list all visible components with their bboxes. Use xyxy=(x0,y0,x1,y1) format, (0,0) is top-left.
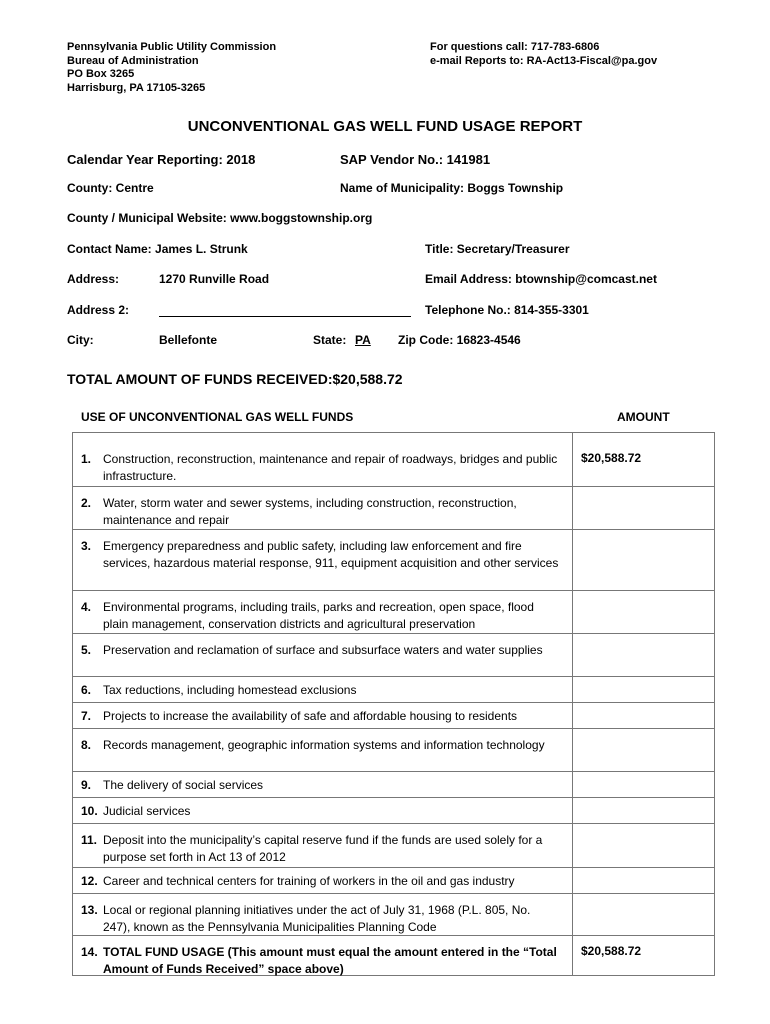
row-number: 13. xyxy=(81,903,98,917)
use-column-header: USE OF UNCONVENTIONAL GAS WELL FUNDS xyxy=(81,410,354,424)
address-label: Address: xyxy=(67,272,120,286)
commission-name: Pennsylvania Public Utility Commission xyxy=(67,41,277,53)
table-row xyxy=(73,590,714,634)
total-fund-usage-amount: $20,588.72 xyxy=(581,944,642,958)
report-title: UNCONVENTIONAL GAS WELL FUND USAGE REPORT xyxy=(187,118,583,135)
address2-blank-line xyxy=(159,316,411,317)
row-number: 2. xyxy=(81,496,92,510)
row-number: 10. xyxy=(81,804,98,818)
email-field: Email Address: btownship@comcast.net xyxy=(425,272,657,286)
sap-vendor-field: SAP Vendor No.: 141981 xyxy=(340,152,491,167)
row-number: 11. xyxy=(81,833,98,847)
row-description: Preservation and reclamation of surface and subsurface waters and water supplies xyxy=(103,643,543,657)
table-row xyxy=(73,702,714,729)
table-row xyxy=(73,728,714,772)
total-fund-usage-label: TOTAL FUND USAGE (This amount must equal the amount entered in the “Total Amount of Funds Received” space above) xyxy=(103,945,557,976)
contact-block xyxy=(430,41,657,68)
row-number: 3. xyxy=(81,539,92,553)
row-number: 14. xyxy=(81,945,98,959)
po-box: PO Box 3265 xyxy=(67,68,135,80)
table-row xyxy=(73,676,714,703)
website-field: County / Municipal Website: www.boggstownship.org xyxy=(67,211,373,225)
table-row-total xyxy=(73,935,714,976)
table-row xyxy=(73,529,714,591)
row-amount: $20,588.72 xyxy=(581,451,642,465)
row-number: 12. xyxy=(81,874,98,888)
row-number: 4. xyxy=(81,600,92,614)
amount-column-header: AMOUNT xyxy=(617,410,670,424)
bureau-name: Bureau of Administration xyxy=(67,54,199,67)
total-funds-received: TOTAL AMOUNT OF FUNDS RECEIVED:$20,588.72 xyxy=(67,371,403,387)
calendar-year-field: Calendar Year Reporting: 2018 xyxy=(67,152,256,167)
row-description: Records management, geographic information systems and information technology xyxy=(103,738,545,752)
row-description: Judicial services xyxy=(103,804,191,818)
city-state-zip: Harrisburg, PA 17105-3265 xyxy=(67,81,206,94)
row-number: 9. xyxy=(81,778,92,792)
row-number: 6. xyxy=(81,683,92,697)
address2-label: Address 2: xyxy=(67,303,130,317)
county-field: County: Centre xyxy=(67,181,154,195)
table-row xyxy=(73,867,714,894)
row-description: Projects to increase the availability of safe and affordable housing to residents xyxy=(103,709,518,723)
questions-phone: For questions call: 717-783-6806 xyxy=(430,41,600,53)
state-value: PA xyxy=(355,333,371,347)
city-label: City: xyxy=(67,333,94,347)
table-row xyxy=(73,433,714,486)
commission-address-block xyxy=(67,41,276,95)
table-row xyxy=(73,893,714,936)
row-number: 8. xyxy=(81,738,92,752)
row-description: Local or regional planning initiatives under the act of July 31, 1968 (P.L. 805, No. 247), known as the Pennsylvania Municipalities Planning Code xyxy=(103,903,531,934)
row-number: 7. xyxy=(81,709,92,723)
table-row xyxy=(73,797,714,824)
table-row xyxy=(73,771,714,798)
zip-field: Zip Code: 16823-4546 xyxy=(398,333,521,347)
row-description: Emergency preparedness and public safety, including law enforcement and fire services, hazardous material response, 911, equipment acquisition and other services xyxy=(103,539,559,570)
row-description: Tax reductions, including homestead exclusions xyxy=(103,683,357,697)
row-number: 1. xyxy=(81,452,92,466)
fund-usage-table xyxy=(72,432,715,976)
row-description: The delivery of social services xyxy=(103,778,264,792)
reports-email: e-mail Reports to: RA-Act13-Fiscal@pa.gov xyxy=(430,54,658,67)
address-value: 1270 Runville Road xyxy=(159,272,270,286)
row-description: Environmental programs, including trails, parks and recreation, open space, flood plain management, conservation districts and agricultural preservation xyxy=(103,600,534,631)
telephone-field: Telephone No.: 814-355-3301 xyxy=(425,303,589,317)
title-field: Title: Secretary/Treasurer xyxy=(425,242,570,256)
row-description: Career and technical centers for training of workers in the oil and gas industry xyxy=(103,874,515,888)
city-value: Bellefonte xyxy=(159,333,218,347)
row-description: Deposit into the municipality’s capital reserve fund if the funds are used solely for a purpose set forth in Act 13 of 2012 xyxy=(103,833,543,864)
contact-name-field: Contact Name: James L. Strunk xyxy=(67,242,248,256)
row-description: Construction, reconstruction, maintenance and repair of roadways, bridges and public infrastructure. xyxy=(103,452,558,483)
row-number: 5. xyxy=(81,643,92,657)
row-description: Water, storm water and sewer systems, including construction, reconstruction, maintenance and repair xyxy=(103,496,517,527)
table-row xyxy=(73,823,714,868)
table-row xyxy=(73,486,714,530)
municipality-field: Name of Municipality: Boggs Township xyxy=(340,181,564,195)
table-row xyxy=(73,633,714,677)
state-label: State: xyxy=(313,333,347,347)
